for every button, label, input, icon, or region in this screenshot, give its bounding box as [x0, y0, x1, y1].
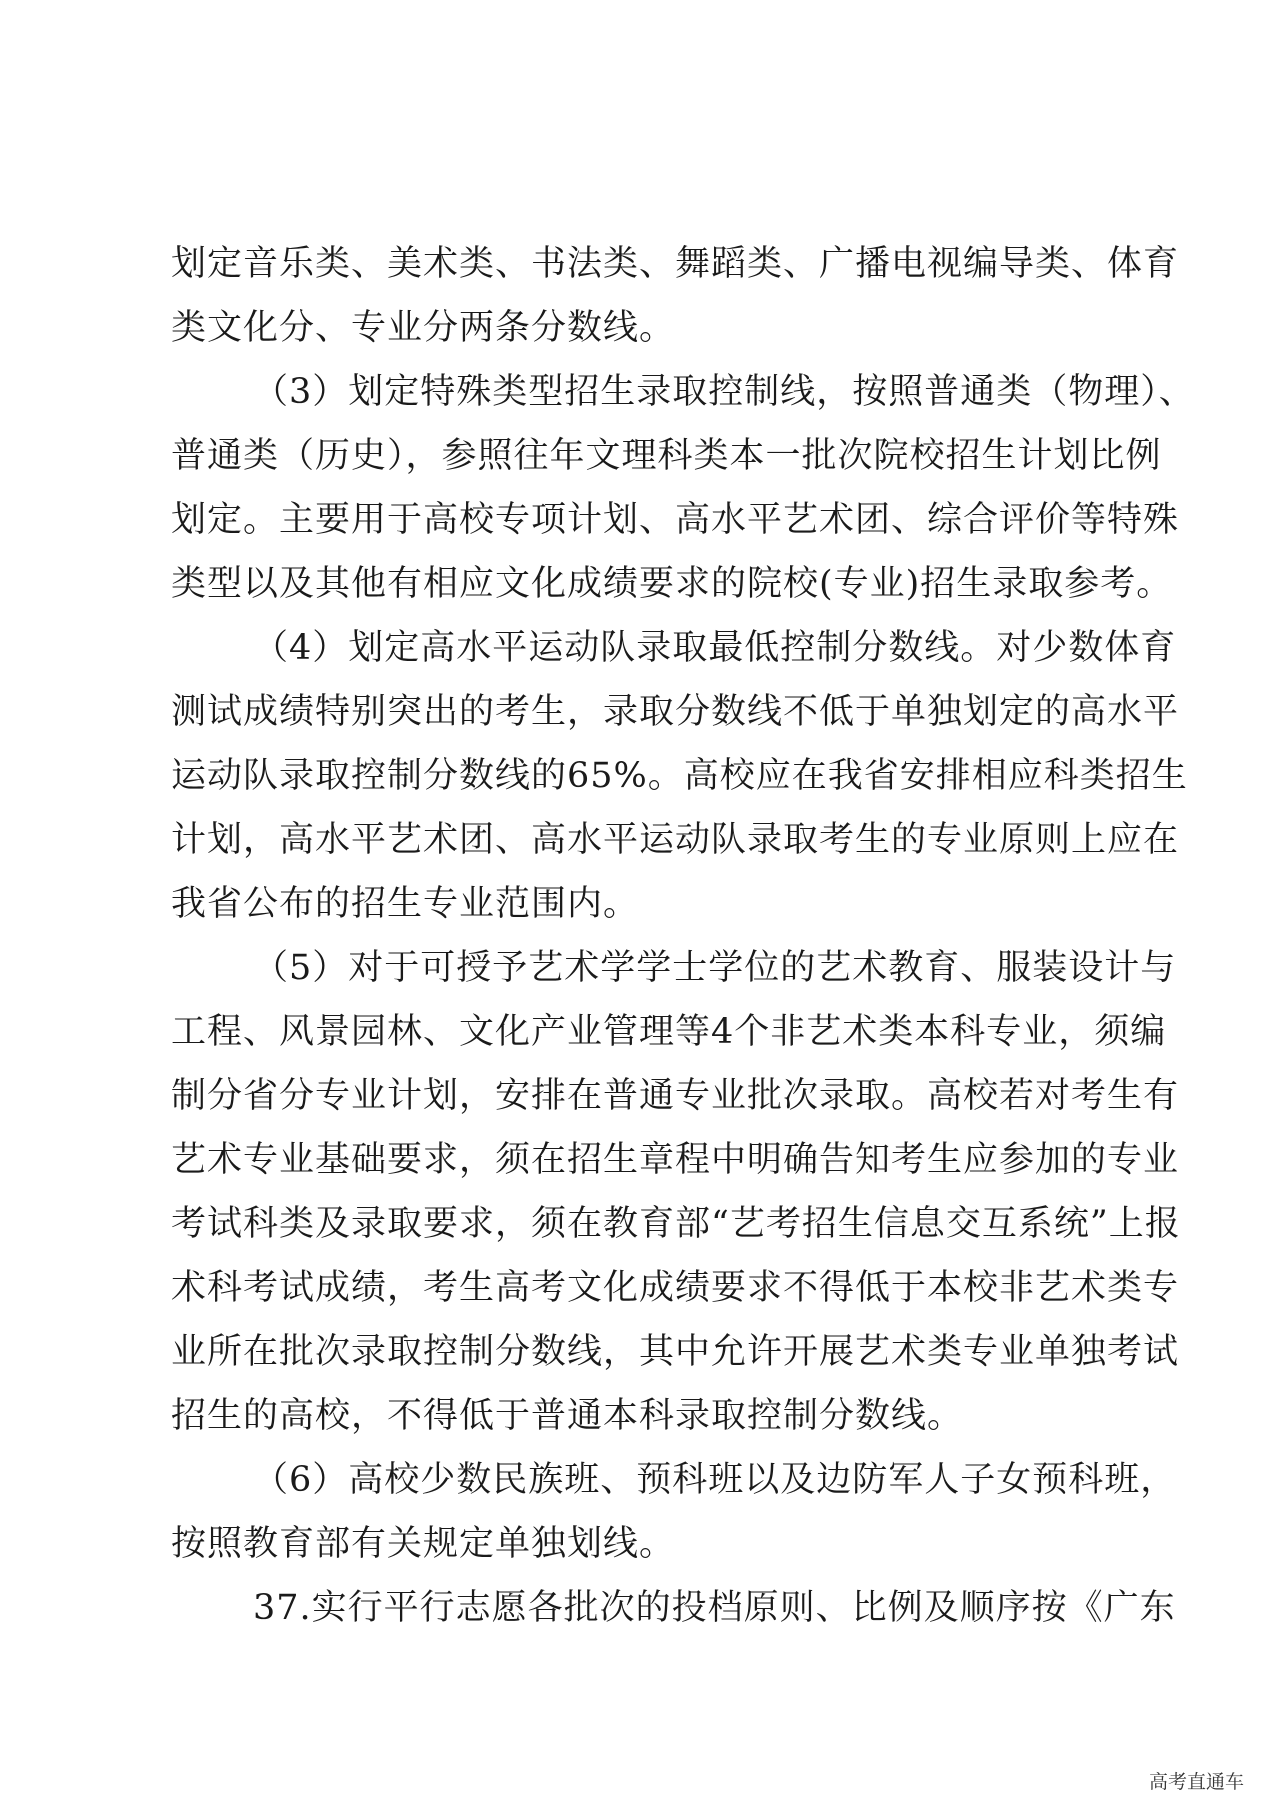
text-line: 考试科类及录取要求，须在教育部“艺考招生信息交互系统”上报	[171, 1204, 1181, 1244]
source-watermark: 高考直通车	[1143, 1765, 1250, 1796]
document-body	[171, 232, 1195, 1640]
text-line: 划定音乐类、美术类、书法类、舞蹈类、广播电视编导类、体育	[171, 244, 1180, 284]
text-line: 计划，高水平艺术团、高水平运动队录取考生的专业原则上应在	[171, 820, 1180, 860]
paragraph-first-line: （3）划定特殊类型招生录取控制线，按照普通类（物理）、	[253, 372, 1195, 412]
text-line: 招生的高校，不得低于普通本科录取控制分数线。	[171, 1396, 964, 1436]
text-line: 运动队录取控制分数线的65%。高校应在我省安排相应科类招生	[171, 756, 1188, 796]
paragraph-first-line: 37.实行平行志愿各批次的投档原则、比例及顺序按《广东	[253, 1588, 1176, 1628]
text-line: 划定。主要用于高校专项计划、高水平艺术团、综合评价等特殊	[171, 500, 1180, 540]
text-line: 制分省分专业计划，安排在普通专业批次录取。高校若对考生有	[171, 1076, 1180, 1116]
text-line: 工程、风景园林、文化产业管理等4个非艺术类本科专业，须编	[171, 1012, 1167, 1052]
text-line: 类文化分、专业分两条分数线。	[171, 308, 676, 348]
text-line: 艺术专业基础要求，须在招生章程中明确告知考生应参加的专业	[171, 1140, 1180, 1180]
paragraph-first-line: （5）对于可授予艺术学学士学位的艺术教育、服装设计与	[253, 948, 1177, 988]
text-line: 普通类（历史），参照往年文理科类本一批次院校招生计划比例	[171, 436, 1162, 476]
text-line: 测试成绩特别突出的考生，录取分数线不低于单独划定的高水平	[171, 692, 1180, 732]
paragraph-first-line: （4）划定高水平运动队录取最低控制分数线。对少数体育	[253, 628, 1177, 668]
text-line: 业所在批次录取控制分数线，其中允许开展艺术类专业单独考试	[171, 1332, 1180, 1372]
text-line: 术科考试成绩，考生高考文化成绩要求不得低于本校非艺术类专	[171, 1268, 1180, 1308]
text-line: 类型以及其他有相应文化成绩要求的院校(专业)招生录取参考。	[171, 564, 1173, 604]
text-line: 我省公布的招生专业范围内。	[171, 884, 640, 924]
paragraph-first-line: （6）高校少数民族班、预科班以及边防军人子女预科班，	[253, 1460, 1177, 1500]
text-line: 按照教育部有关规定单独划线。	[171, 1524, 676, 1564]
